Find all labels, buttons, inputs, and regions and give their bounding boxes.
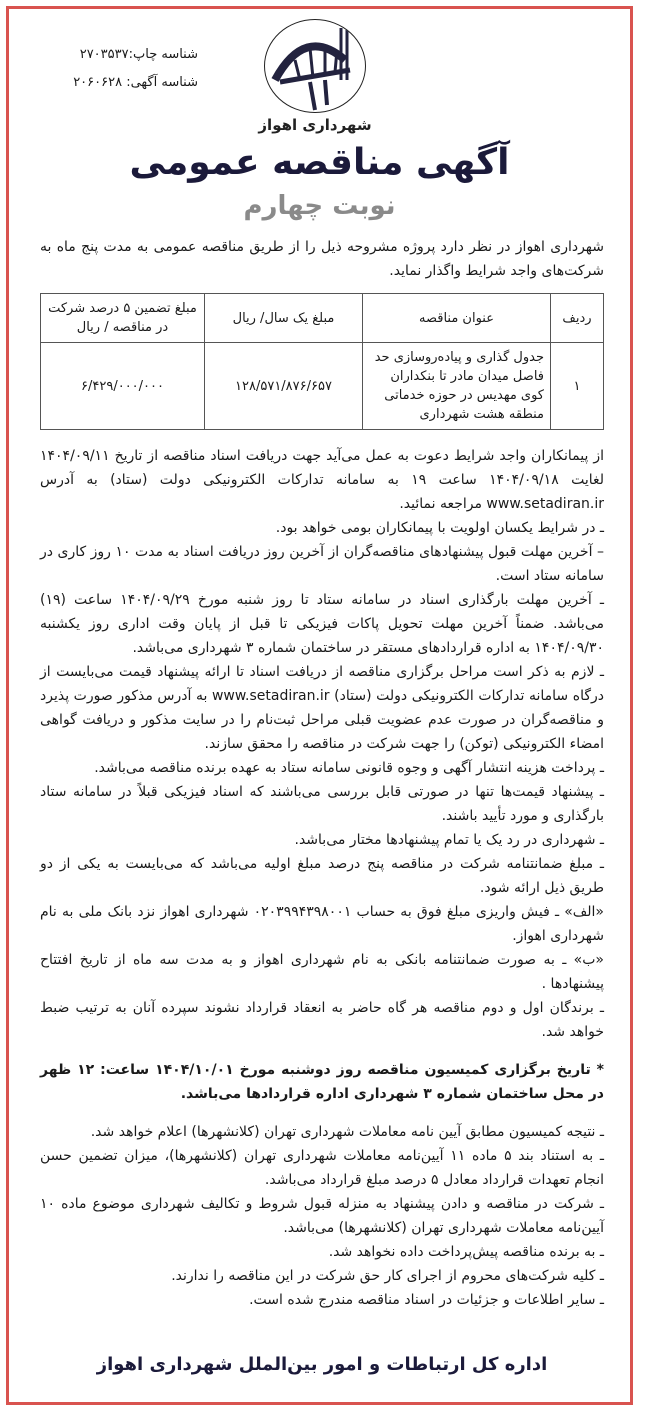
body-text [40, 444, 604, 1312]
paragraph: از پیمانکاران واجد شرایط دعوت به عمل می‌آید جهت دریافت اسناد مناقصه از تاریخ ۱۴۰۴/۰۹/۱۱ لغایت ۱۴۰۴/۰۹/۱۸ ساعت ۱۹ به سامانه تدارکات الکترونیکی دولت (ستاد) به آدرس www.setadiran.ir مراجعه نمائید. [40, 448, 604, 512]
note: ـ نتیجه کمیسیون مطابق آیین نامه معاملات شهرداری تهران (کلانشهرها) اعلام خواهد شد. [90, 1124, 604, 1140]
id-block [48, 41, 198, 97]
paragraph: ـ آخرین مهلت بارگذاری اسناد در سامانه ستاد تا روز شنبه مورخ ۱۴۰۴/۰۹/۲۹ ساعت (۱۹) می‌باشد. ضمناً آخرین مهلت تحویل پاکات فیزیکی تا قبل از پایان وقت اداری روز یکشنبه ۱۴۰۴/۰۹/۳۰ به اداره قراردادهای مستقر در ساختمان شماره ۳ شهرداری می‌باشد. [40, 592, 604, 656]
footer-signature: اداره کل ارتباطات و امور بین‌الملل شهرداری اهواز [96, 1354, 548, 1375]
logo-caption: شهرداری اهواز [258, 116, 372, 134]
paragraph: ـ شهرداری در رد یک یا تمام پیشنهادها مختار می‌باشد. [294, 832, 604, 848]
print-id: شناسه چاپ:۲۷۰۳۵۳۷ [79, 47, 198, 62]
cell: ۱۲۸/۵۷۱/۸۷۶/۶۵۷ [205, 343, 363, 430]
intro-text: شهرداری اهواز در نظر دارد پروژه مشروحه ذیل را از طریق مناقصه عمومی به مدت پنج ماه به شرکت‌های واجد شرایط واگذار نماید. [40, 239, 604, 279]
paragraph: «ب» ـ به صورت ضمانتنامه بانکی به نام شهرداری اهواز و به مدت سه ماه از تاریخ افتتاح پیشنهادها . [40, 952, 604, 992]
paragraph: ـ لازم به ذکر است مراحل برگزاری مناقصه از دریافت اسناد تا ارائه پیشنهاد قیمت می‌بایست از درگاه سامانه تدارکات الکترونیکی دولت (ستاد) www.setadiran.ir به آدرس مذکور صورت پذیرد و مناقصه‌گران در صورت عدم عضویت قبلی مراحل ثبت‌نام را در سایت مذکور و دریافت گواهی امضاء الکترونیکی (توکن) را جهت شرکت در مناقصه را محقق سازند. [40, 664, 605, 752]
header [9, 9, 630, 231]
cell: ۱ [551, 343, 604, 430]
table-header-row [41, 294, 604, 343]
paragraph: «الف» ـ فیش واریزی مبلغ فوق به حساب ۰۲۰۳۹۹۴۳۹۸۰۰۱ شهرداری اهواز نزد بانک ملی به نام شهرداری اهواز. [40, 904, 604, 944]
page-title: آگهی مناقصه عمومی [129, 142, 510, 183]
ahvaz-bridge-logo-icon [264, 19, 366, 113]
cell: جدول گذاری و پیاده‌روسازی حد فاصل میدان مادر تا بنکداران کوی مهدیس در حوزه خدماتی منطقه هشت شهرداری [363, 343, 551, 430]
paragraph: ـ در شرایط یکسان اولویت با پیمانکاران بومی خواهد بود. [275, 520, 604, 536]
col-header: مبلغ یک سال/ ریال [205, 294, 363, 343]
paragraph: ـ پیشنهاد قیمت‌ها تنها در صورتی قابل بررسی می‌باشند که اسناد فیزیکی قبلاً در سامانه ستاد بارگذاری و مورد تأیید باشند. [40, 784, 604, 824]
paragraph: ـ مبلغ ضمانتنامه شرکت در مناقصه پنج درصد مبلغ اولیه می‌باشد که می‌بایست به یکی از دو طریق ذیل ارائه شود. [40, 856, 604, 896]
col-header: عنوان مناقصه [363, 294, 551, 343]
page-subtitle: نوبت چهارم [243, 191, 396, 221]
paragraph: ـ برندگان اول و دوم مناقصه هر گاه حاضر به انعقاد قرارداد نشوند سپرده آنان به ترتیب ضبط خواهد شد. [40, 1000, 604, 1040]
paragraph: – آخرین مهلت قبول پیشنهادهای مناقصه‌گران از آخرین روز دریافت اسناد به مدت ۱۰ روز کاری در سامانه ستاد است. [40, 544, 604, 584]
cell: ۶/۴۲۹/۰۰۰/۰۰۰ [41, 343, 205, 430]
page-border [6, 6, 633, 1405]
content [9, 235, 630, 1378]
note: ـ به استناد بند ۵ ماده ۱۱ آیین‌نامه معاملات شهرداری تهران (کلانشهرها)، میزان تضمین حسن انجام تعهدات قرارداد معادل ۵ درصد مبلغ قرارداد می‌باشد. [40, 1148, 605, 1188]
note: ـ به برنده مناقصه پیش‌پرداخت داده نخواهد شد. [328, 1244, 604, 1260]
note: ـ کلیه شرکت‌های محروم از اجرای کار حق شرکت در این مناقصه را ندارند. [171, 1268, 604, 1284]
col-header: مبلغ تضمین ۵ درصد شرکت در مناقصه / ریال [41, 294, 205, 343]
table-row [41, 343, 604, 430]
commission-date: * تاریخ برگزاری کمیسیون مناقصه روز دوشنبه مورخ ۱۴۰۴/۱۰/۰۱ ساعت: ۱۲ ظهر در محل ساختمان شماره ۳ شهرداری اداره قراردادها می‌باشد. [40, 1062, 604, 1102]
paragraph: ـ پرداخت هزینه انتشار آگهی و وجوه قانونی سامانه ستاد به عهده برنده مناقصه می‌باشد. [94, 760, 604, 776]
ad-id: شناسه آگهی: ۲۰۶۰۶۲۸ [73, 75, 198, 90]
note: ـ شرکت در مناقصه و دادن پیشنهاد به منزله قبول شروط و تکالیف شهرداری موضوع ماده ۱۰ آیین‌نامه معاملات شهرداری تهران (کلانشهرها) می‌باشد. [40, 1196, 604, 1236]
note: ـ سایر اطلاعات و جزئیات در اسناد مناقصه مندرج شده است. [249, 1292, 604, 1308]
tender-table [40, 293, 604, 430]
col-header: ردیف [551, 294, 604, 343]
